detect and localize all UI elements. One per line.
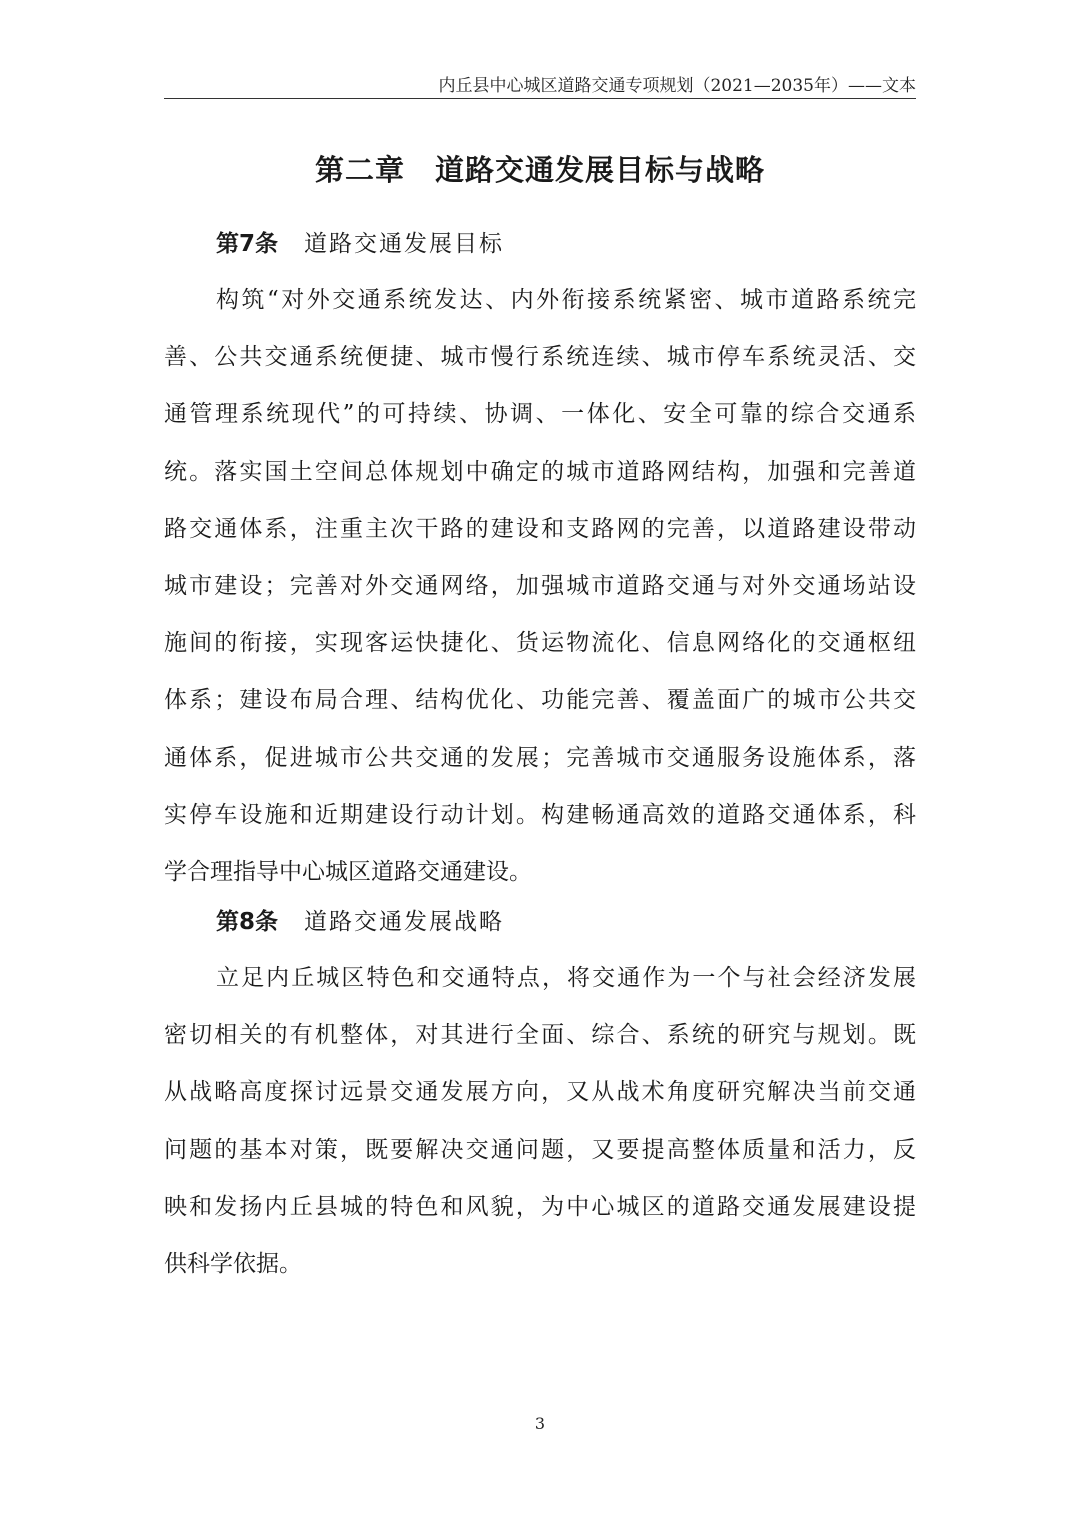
article-paragraph <box>164 950 916 1293</box>
article-number: 第7条 <box>216 231 279 257</box>
paragraph-line: 城市建设；完善对外交通网络，加强城市道路交通与对外交通场站设 <box>164 572 916 599</box>
paragraph-line: 构筑“对外交通系统发达、内外衔接系统紧密、城市道路系统完 <box>216 287 916 313</box>
paragraph-line: 施间的衔接，实现客运快捷化、货运物流化、信息网络化的交通枢纽 <box>164 630 916 657</box>
paragraph-line: 体系；建设布局合理、结构优化、功能完善、覆盖面广的城市公共交 <box>164 687 916 714</box>
header-divider <box>164 98 916 99</box>
paragraph-line: 路交通体系，注重主次干路的建设和支路网的完善，以道路建设带动 <box>164 515 916 542</box>
paragraph-line: 学合理指导中心城区道路交通建设。 <box>164 858 532 885</box>
article-paragraph <box>164 272 916 901</box>
article-heading <box>216 902 916 942</box>
paragraph-line: 实停车设施和近期建设行动计划。构建畅通高效的道路交通体系，科 <box>164 801 916 828</box>
chapter-title: 第二章 道路交通发展目标与战略 <box>314 153 765 187</box>
paragraph-line: 从战略高度探讨远景交通发展方向，又从战术角度研究解决当前交通 <box>164 1079 916 1106</box>
paragraph-line: 通体系，促进城市公共交通的发展；完善城市交通服务设施体系，落 <box>164 744 916 771</box>
article-title: 道路交通发展战略 <box>304 909 505 935</box>
paragraph-line: 映和发扬内丘县城的特色和风貌，为中心城区的道路交通发展建设提 <box>164 1193 916 1220</box>
article-title: 道路交通发展目标 <box>304 231 505 257</box>
paragraph-line: 通管理系统现代”的可持续、协调、一体化、安全可靠的综合交通系 <box>164 401 916 428</box>
page-number: 3 <box>534 1414 546 1433</box>
paragraph-line: 供科学依据。 <box>164 1250 302 1277</box>
paragraph-line: 立足内丘城区特色和交通特点，将交通作为一个与社会经济发展 <box>216 965 916 991</box>
article-heading <box>216 224 916 264</box>
article-number: 第8条 <box>216 909 279 935</box>
running-header: 内丘县中心城区道路交通专项规划（2021—2035年）——文本 <box>438 76 916 96</box>
paragraph-line: 问题的基本对策，既要解决交通问题，又要提高整体质量和活力，反 <box>164 1136 916 1163</box>
paragraph-line: 善、公共交通系统便捷、城市慢行系统连续、城市停车系统灵活、交 <box>164 344 916 371</box>
paragraph-line: 统。落实国土空间总体规划中确定的城市道路网结构，加强和完善道 <box>164 458 916 485</box>
paragraph-line: 密切相关的有机整体，对其进行全面、综合、系统的研究与规划。既 <box>164 1022 916 1049</box>
